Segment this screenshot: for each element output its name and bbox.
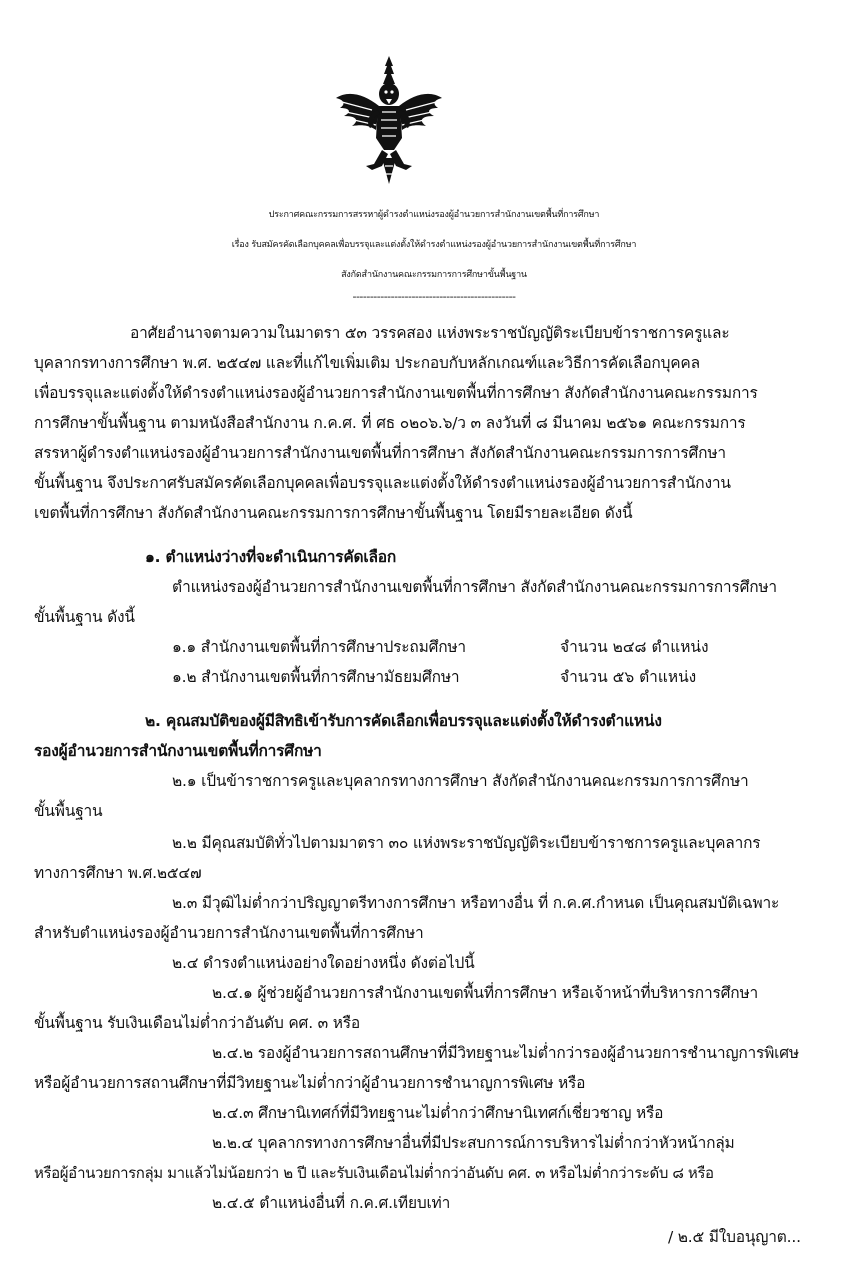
clause-2-1: ๒.๑ เป็นข้าราชการครูและบุคลากรทางการศึกษา สังกัดสำนักงานคณะกรรมการการศึกษา <box>172 772 749 790</box>
intro-line-2: บุคลากรทางการศึกษา พ.ศ. ๒๕๔๗ และที่แก้ไขเพิ่มเติม ประกอบกับหลักเกณฑ์และวิธีการคัดเลือกบุคคล <box>34 354 700 372</box>
section-2-heading-cont: รองผู้อำนวยการสำนักงานเขตพื้นที่การศึกษา <box>34 742 322 760</box>
intro-line-3: เพื่อบรรจุและแต่งตั้งให้ดำรงตำแหน่งรองผู้อำนวยการสำนักงานเขตพื้นที่การศึกษา สังกัดสำนักงานคณะกรรมการ <box>34 384 758 402</box>
list-item-amount: จำนวน ๕๖ ตำแหน่ง <box>560 668 697 686</box>
garuda-emblem <box>332 54 446 186</box>
clause-2-4: ๒.๔ ดำรงตำแหน่งอย่างใดอย่างหนึ่ง ดังต่อไปนี้ <box>172 954 475 972</box>
clause-2-3-cont: สำหรับตำแหน่งรองผู้อำนวยการสำนักงานเขตพื้นที่การศึกษา <box>34 924 424 942</box>
section-1-text: ตำแหน่งรองผู้อำนวยการสำนักงานเขตพื้นที่การศึกษา สังกัดสำนักงานคณะกรรมการการศึกษา <box>172 578 777 596</box>
list-item-label: ๑.๒ สำนักงานเขตพื้นที่การศึกษามัธยมศึกษา <box>172 668 460 686</box>
clause-2-2-cont: ทางการศึกษา พ.ศ.๒๕๔๗ <box>34 864 202 882</box>
header-subject: เรื่อง รับสมัครคัดเลือกบุคคลเพื่อบรรจุและแต่งตั้งให้ดำรงตำแหน่งรองผู้อำนวยการสำนักงานเขตพื้นที่การศึกษา <box>231 240 637 250</box>
intro-line-7: เขตพื้นที่การศึกษา สังกัดสำนักงานคณะกรรมการการศึกษาขั้นพื้นฐาน โดยมีรายละเอียด ดังนี้ <box>34 504 633 522</box>
clause-2-1-cont: ขั้นพื้นฐาน <box>34 802 103 820</box>
clause-2-4-4: ๒.๒.๔ บุคลากรทางการศึกษาอื่นที่มีประสบการณ์การบริหารไม่ต่ำกว่าหัวหน้ากลุ่ม <box>212 1134 735 1152</box>
clause-2-4-4-cont: หรือผู้อำนวยการกลุ่ม มาแล้วไม่น้อยกว่า ๒ ปี และรับเงินเดือนไม่ต่ำกว่าอันดับ คศ. ๓ หรือไม่ต่ำกว่าระดับ ๘ หรือ <box>34 1164 714 1182</box>
clause-2-2: ๒.๒ มีคุณสมบัติทั่วไปตามมาตรา ๓๐ แห่งพระราชบัญญัติระเบียบข้าราชการครูและบุคลากร <box>172 834 761 852</box>
intro-line-4: การศึกษาขั้นพื้นฐาน ตามหนังสือสำนักงาน ก.ค.ศ. ที่ ศธ ๐๒๐๖.๖/ว ๓ ลงวันที่ ๘ มีนาคม ๒๕๖๑ คณะกรรมการ <box>34 414 746 432</box>
clause-2-4-1-cont: ขั้นพื้นฐาน รับเงินเดือนไม่ต่ำกว่าอันดับ คศ. ๓ หรือ <box>34 1014 361 1032</box>
list-item-label: ๑.๑ สำนักงานเขตพื้นที่การศึกษาประถมศึกษา <box>172 638 466 656</box>
intro-line-1: อาศัยอำนาจตามความในมาตรา ๕๓ วรรคสอง แห่งพระราชบัญญัติระเบียบข้าราชการครูและ <box>130 324 730 342</box>
continuation-note: / ๒.๕ มีใบอนุญาต... <box>668 1228 801 1246</box>
intro-line-5: สรรหาผู้ดำรงตำแหน่งรองผู้อำนวยการสำนักงานเขตพื้นที่การศึกษา สังกัดสำนักงานคณะกรรมการการศึกษา <box>34 444 726 462</box>
clause-2-4-2-cont: หรือผู้อำนวยการสถานศึกษาที่มีวิทยฐานะไม่ต่ำกว่าผู้อำนวยการชำนาญการพิเศษ หรือ <box>34 1074 586 1092</box>
clause-2-3: ๒.๓ มีวุฒิไม่ต่ำกว่าปริญญาตรีทางการศึกษา หรือทางอื่น ที่ ก.ค.ศ.กำหนด เป็นคุณสมบัติเฉพาะ <box>172 894 780 912</box>
header-divider: ----------------------------------------------- <box>352 290 516 303</box>
header-title: ประกาศคณะกรรมการสรรหาผู้ดำรงตำแหน่งรองผู้อำนวยการสำนักงานเขตพื้นที่การศึกษา <box>268 210 600 220</box>
clause-2-4-1: ๒.๔.๑ ผู้ช่วยผู้อำนวยการสำนักงานเขตพื้นที่การศึกษา หรือเจ้าหน้าที่บริหารการศึกษา <box>212 984 758 1002</box>
clause-2-4-2: ๒.๔.๒ รองผู้อำนวยการสถานศึกษาที่มีวิทยฐานะไม่ต่ำกว่ารองผู้อำนวยการชำนาญการพิเศษ <box>212 1044 799 1062</box>
section-1-heading: ๑. ตำแหน่งว่างที่จะดำเนินการคัดเลือก <box>145 548 397 566</box>
section-1-text-cont: ขั้นพื้นฐาน ดังนี้ <box>34 608 135 626</box>
section-2-heading: ๒. คุณสมบัติของผู้มีสิทธิเข้ารับการคัดเลือกเพื่อบรรจุและแต่งตั้งให้ดำรงตำแหน่ง <box>145 712 662 730</box>
list-item-amount: จำนวน ๒๔๘ ตำแหน่ง <box>560 638 709 656</box>
clause-2-4-5: ๒.๔.๕ ตำแหน่งอื่นที่ ก.ค.ศ.เทียบเท่า <box>212 1194 451 1212</box>
header-affiliation: สังกัดสำนักงานคณะกรรมการการศึกษาขั้นพื้นฐาน <box>341 270 527 280</box>
clause-2-4-3: ๒.๔.๓ ศึกษานิเทศก์ที่มีวิทยฐานะไม่ต่ำกว่าศึกษานิเทศก์เชี่ยวชาญ หรือ <box>212 1104 664 1122</box>
intro-line-6: ขั้นพื้นฐาน จึงประกาศรับสมัครคัดเลือกบุคคลเพื่อบรรจุและแต่งตั้งให้ดำรงตำแหน่งรองผู้อำนวยการสำนักงาน <box>34 474 731 492</box>
